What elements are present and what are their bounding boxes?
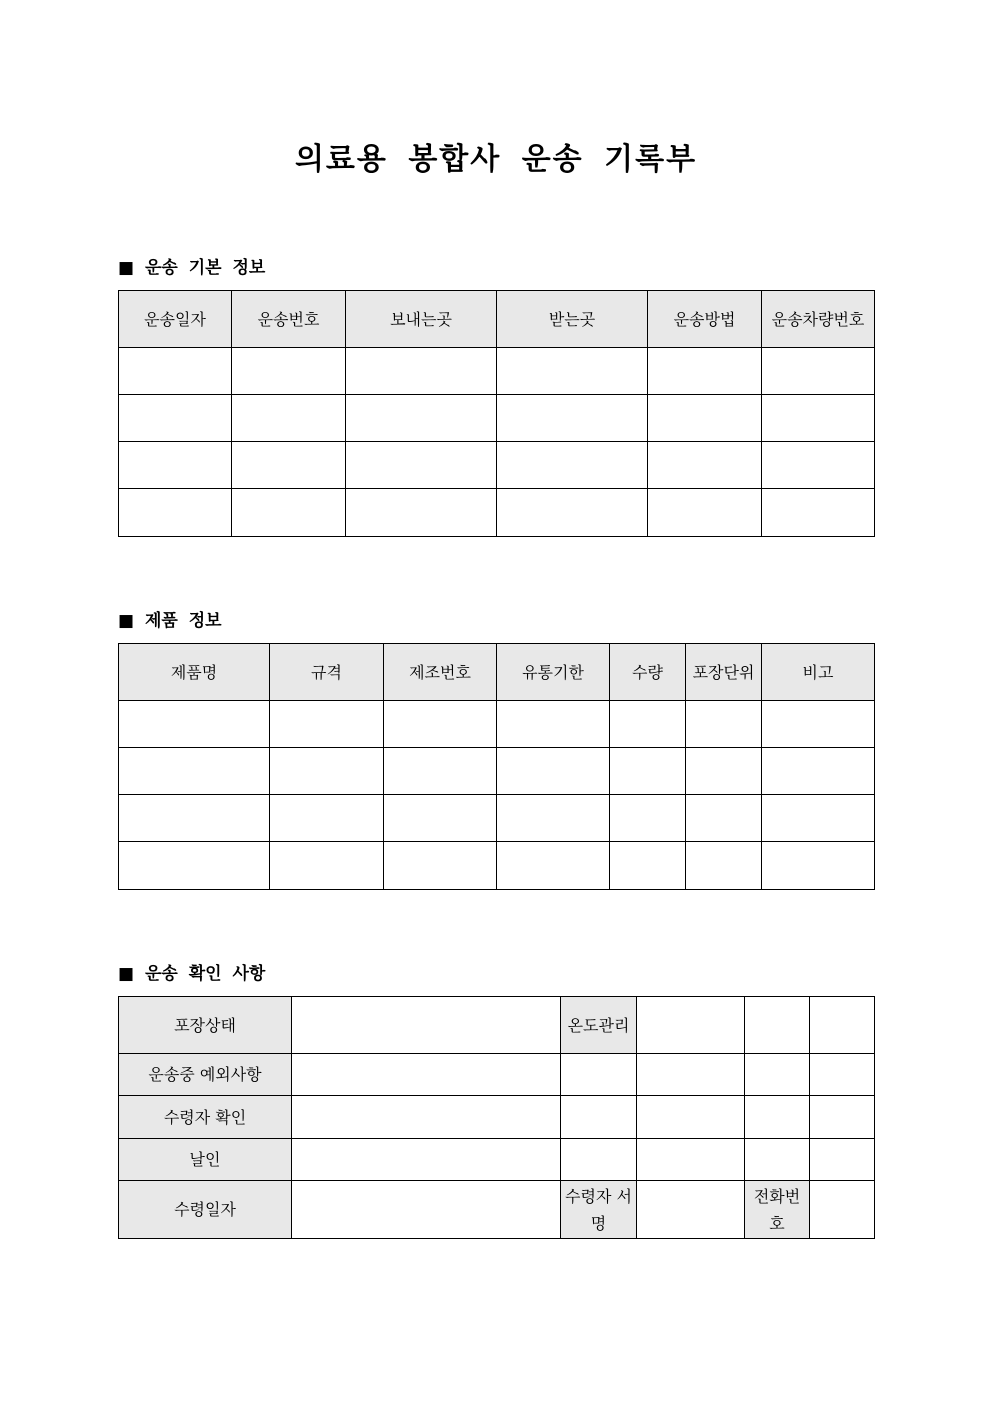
table-cell[interactable] [119, 489, 232, 537]
blank-cell[interactable] [637, 1054, 745, 1096]
label-seal: 날인 [119, 1139, 292, 1181]
table-cell[interactable] [610, 701, 686, 748]
label-phone: 전화번호 [745, 1181, 810, 1239]
column-header: 운송번호 [232, 291, 346, 348]
section-heading-product-info: ■ 제품 정보 [118, 611, 222, 631]
packaging-status-field[interactable] [292, 997, 561, 1054]
blank-cell[interactable] [745, 997, 810, 1054]
table-row [119, 442, 875, 489]
blank-cell[interactable] [810, 1139, 875, 1181]
table-cell[interactable] [648, 395, 762, 442]
table-cell[interactable] [610, 748, 686, 795]
table-row [119, 489, 875, 537]
table-cell[interactable] [346, 348, 497, 395]
table-cell[interactable] [762, 842, 875, 890]
column-header: 수량 [610, 644, 686, 701]
table-cell[interactable] [232, 489, 346, 537]
blank-cell[interactable] [810, 997, 875, 1054]
table-cell[interactable] [762, 795, 875, 842]
label-packaging-status: 포장상태 [119, 997, 292, 1054]
table-cell[interactable] [270, 795, 384, 842]
table-row [119, 348, 875, 395]
column-header: 운송방법 [648, 291, 762, 348]
table-cell[interactable] [497, 795, 610, 842]
section-heading-confirmation: ■ 운송 확인 사항 [118, 964, 266, 984]
recipient-check-field[interactable] [292, 1096, 561, 1139]
exceptions-field[interactable] [292, 1054, 561, 1096]
table-cell[interactable] [497, 489, 648, 537]
table-cell[interactable] [686, 748, 762, 795]
table-cell[interactable] [497, 348, 648, 395]
table-row [119, 842, 875, 890]
column-header: 비고 [762, 644, 875, 701]
table-cell[interactable] [384, 748, 497, 795]
blank-cell[interactable] [810, 1054, 875, 1096]
blank-cell[interactable] [745, 1054, 810, 1096]
column-header: 받는곳 [497, 291, 648, 348]
table-cell[interactable] [648, 489, 762, 537]
phone-field[interactable] [810, 1181, 875, 1239]
table-cell[interactable] [686, 795, 762, 842]
table-cell[interactable] [762, 348, 875, 395]
blank-cell[interactable] [561, 1054, 637, 1096]
product-info-table [118, 643, 875, 890]
table-cell[interactable] [610, 842, 686, 890]
table-cell[interactable] [346, 395, 497, 442]
blank-cell[interactable] [637, 1096, 745, 1139]
table-cell[interactable] [497, 395, 648, 442]
table-cell[interactable] [232, 348, 346, 395]
table-cell[interactable] [346, 489, 497, 537]
table-row [119, 795, 875, 842]
page-title: 의료용 봉합사 운송 기록부 [294, 142, 698, 177]
table-cell[interactable] [762, 748, 875, 795]
signature-field[interactable] [637, 1181, 745, 1239]
table-cell[interactable] [232, 442, 346, 489]
blank-cell[interactable] [745, 1139, 810, 1181]
table-cell[interactable] [497, 701, 610, 748]
temperature-field[interactable] [637, 997, 745, 1054]
table-cell[interactable] [762, 489, 875, 537]
table-cell[interactable] [270, 748, 384, 795]
basic-info-table [118, 290, 875, 537]
label-signature: 수령자 서명 [561, 1181, 637, 1239]
blank-cell[interactable] [561, 1139, 637, 1181]
table-cell[interactable] [270, 842, 384, 890]
column-header: 보내는곳 [346, 291, 497, 348]
column-header: 운송차량번호 [762, 291, 875, 348]
column-header: 제품명 [119, 644, 270, 701]
table-cell[interactable] [497, 442, 648, 489]
table-cell[interactable] [232, 395, 346, 442]
label-exceptions: 운송중 예외사항 [119, 1054, 292, 1096]
table-cell[interactable] [762, 395, 875, 442]
blank-cell[interactable] [637, 1139, 745, 1181]
table-cell[interactable] [384, 795, 497, 842]
blank-cell[interactable] [561, 1096, 637, 1139]
receipt-date-field[interactable] [292, 1181, 561, 1239]
table-cell[interactable] [384, 842, 497, 890]
table-row [119, 701, 875, 748]
table-cell[interactable] [119, 701, 270, 748]
table-row [119, 748, 875, 795]
table-cell[interactable] [119, 395, 232, 442]
confirmation-table [118, 996, 875, 1239]
table-cell[interactable] [497, 748, 610, 795]
table-cell[interactable] [119, 748, 270, 795]
table-cell[interactable] [384, 701, 497, 748]
table-cell[interactable] [270, 701, 384, 748]
blank-cell[interactable] [745, 1096, 810, 1139]
column-header: 운송일자 [119, 291, 232, 348]
table-cell[interactable] [119, 795, 270, 842]
column-header: 포장단위 [686, 644, 762, 701]
table-cell[interactable] [119, 842, 270, 890]
column-header: 제조번호 [384, 644, 497, 701]
table-cell[interactable] [497, 842, 610, 890]
table-cell[interactable] [610, 795, 686, 842]
column-header: 유통기한 [497, 644, 610, 701]
table-cell[interactable] [119, 348, 232, 395]
table-cell[interactable] [346, 442, 497, 489]
table-cell[interactable] [119, 442, 232, 489]
table-cell[interactable] [648, 348, 762, 395]
table-cell[interactable] [648, 442, 762, 489]
column-header: 규격 [270, 644, 384, 701]
label-recipient-check: 수령자 확인 [119, 1096, 292, 1139]
table-cell[interactable] [686, 842, 762, 890]
table-cell[interactable] [762, 442, 875, 489]
table-row [119, 395, 875, 442]
section-heading-basic-info: ■ 운송 기본 정보 [118, 258, 266, 278]
seal-field[interactable] [292, 1139, 561, 1181]
label-receipt-date: 수령일자 [119, 1181, 292, 1239]
table-cell[interactable] [686, 701, 762, 748]
table-cell[interactable] [762, 701, 875, 748]
blank-cell[interactable] [810, 1096, 875, 1139]
label-temperature: 온도관리 [561, 997, 637, 1054]
